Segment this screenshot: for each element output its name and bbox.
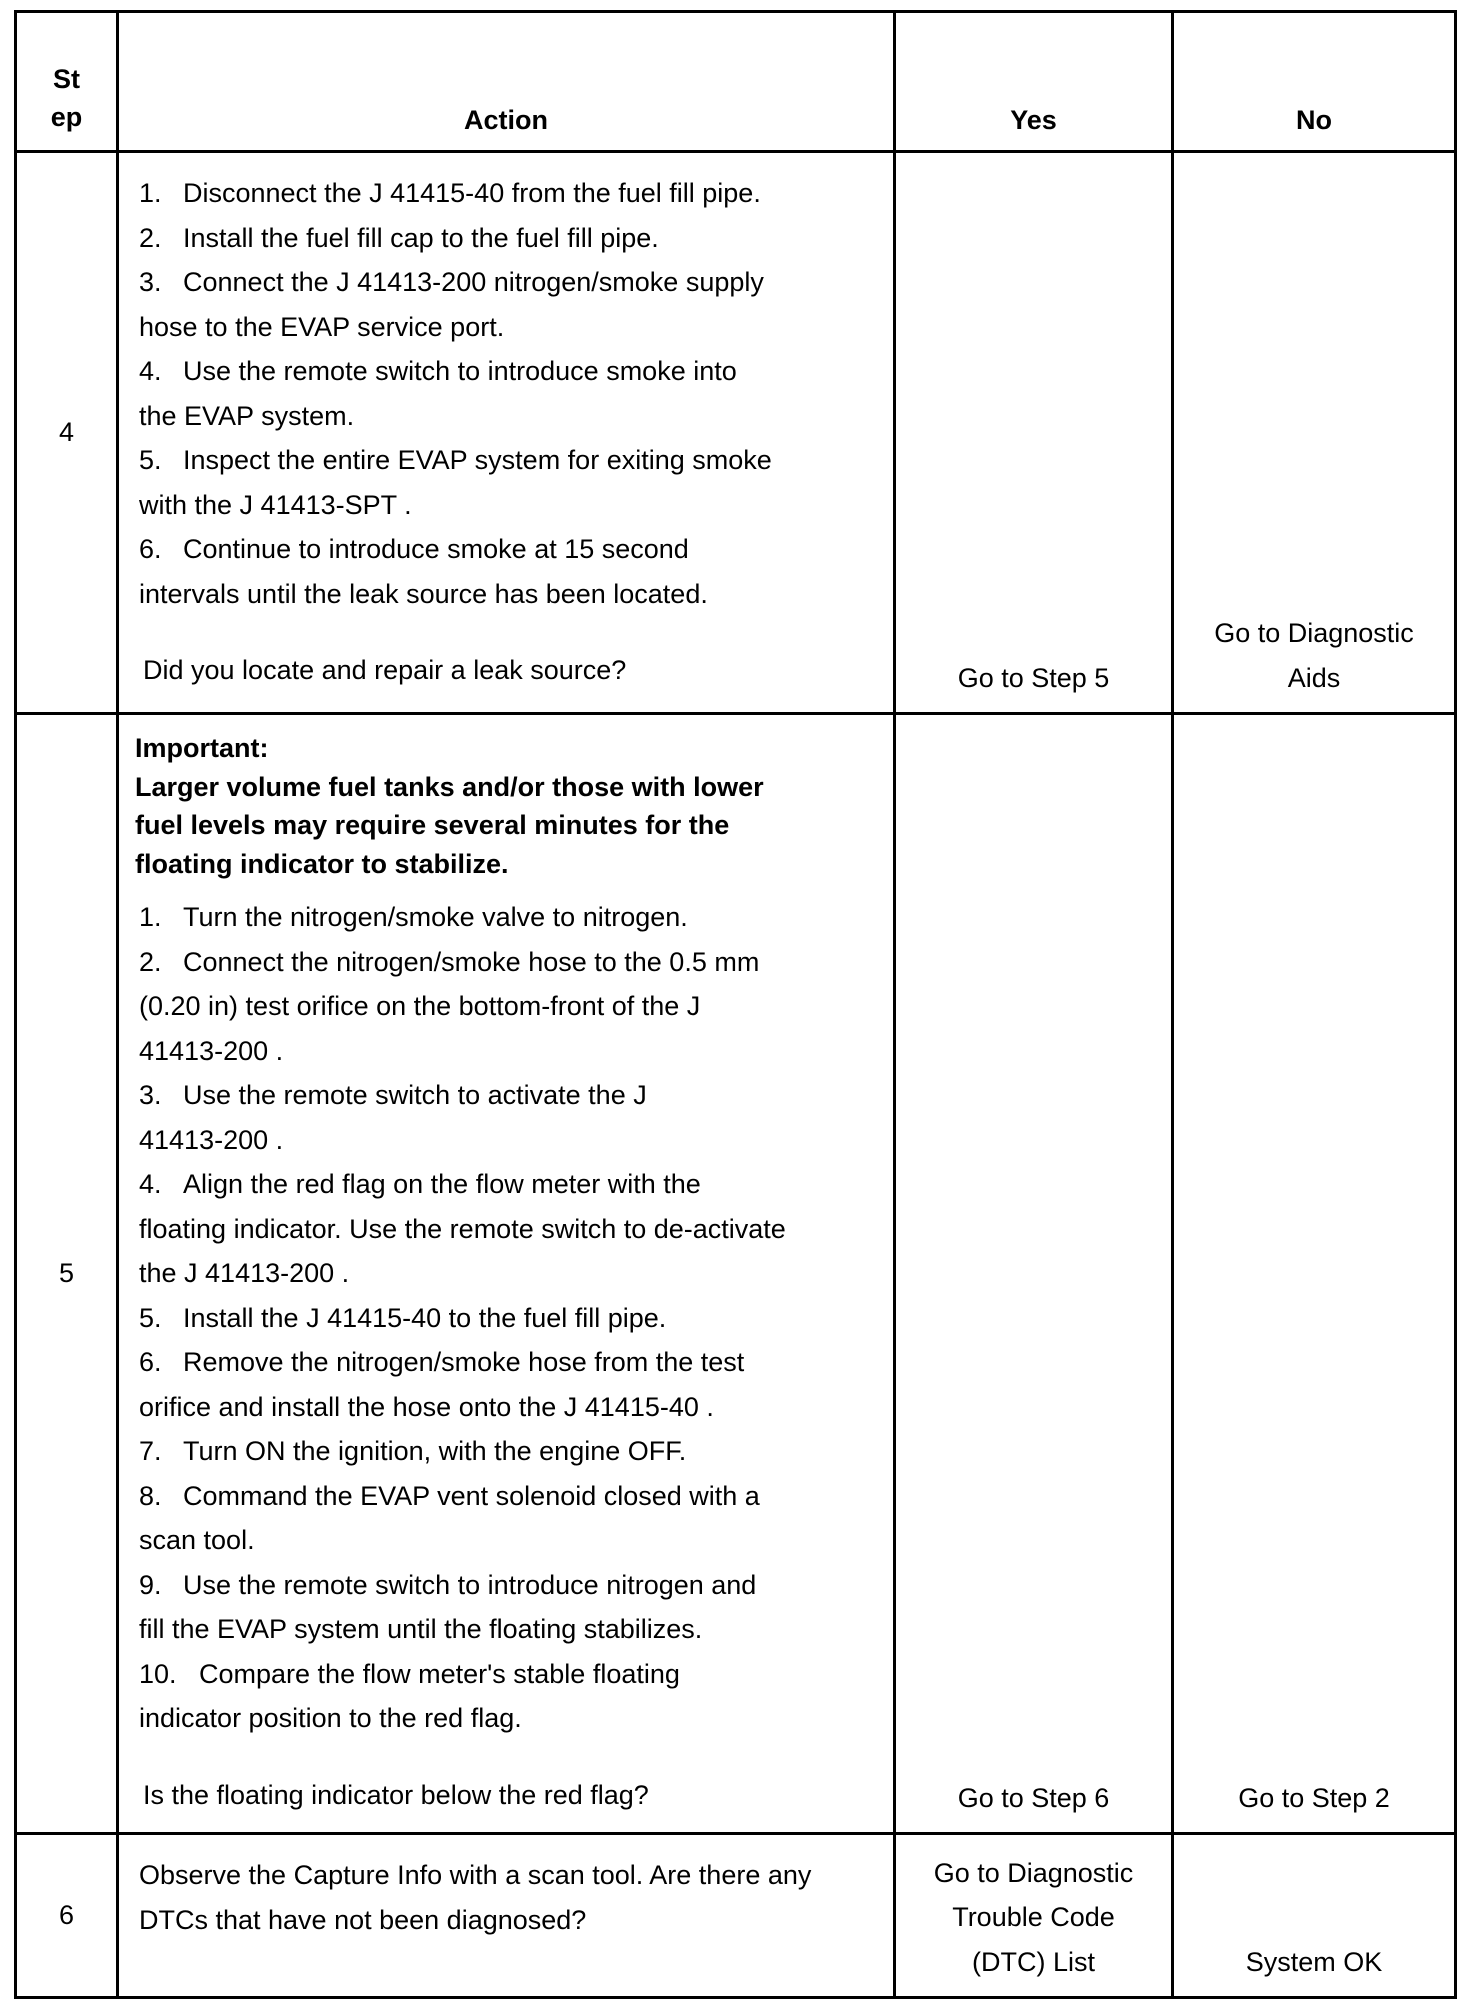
action-cell (118, 714, 895, 1834)
yes-result-line: Go to Step 6 (957, 1782, 1110, 1813)
diagnostic-table (14, 10, 1457, 1999)
important-line: fuel levels may require several minutes for the (135, 810, 730, 840)
action-line (135, 1518, 881, 1563)
action-text: Inspect the entire EVAP system for exiting smoke (183, 445, 772, 475)
action-text: Turn the nitrogen/smoke valve to nitrogen. (183, 902, 688, 932)
action-line (135, 1340, 881, 1385)
step-item-number: 6. (139, 534, 162, 564)
no-result (1173, 714, 1456, 1834)
step-number: 6 (16, 1834, 118, 1998)
step-item-number: 9. (139, 1569, 162, 1600)
action-line (135, 1607, 881, 1652)
action-text: Connect the J 41413-200 nitrogen/smoke supply (183, 267, 764, 297)
action-text: Turn ON the ignition, with the engine OFF. (183, 1436, 687, 1466)
action-line (135, 1029, 881, 1074)
step-item-number: 4. (139, 1169, 162, 1199)
action-line (135, 1162, 881, 1207)
action-line (135, 1429, 881, 1474)
step-item-number: 4. (139, 356, 162, 386)
yes-result-line: Go to Diagnostic (933, 1857, 1134, 1888)
no-result-line: Go to Diagnostic (1214, 618, 1414, 648)
action-line (135, 349, 881, 394)
action-text: intervals until the leak source has been located. (139, 578, 708, 609)
action-text: Install the J 41415-40 to the fuel fill pipe. (183, 1302, 667, 1333)
action-text: Use the remote switch to introduce smoke into (183, 356, 737, 386)
step-item-number: 10. (139, 1658, 177, 1689)
yes-result-line: (DTC) List (972, 1946, 1095, 1977)
action-cell (118, 1834, 895, 1998)
action-line (135, 1073, 881, 1118)
action-text: DTCs that have not been diagnosed? (139, 1904, 587, 1935)
action-line (135, 984, 881, 1029)
header-step-line2: ep (50, 102, 83, 132)
action-line (135, 572, 881, 617)
table-row (16, 714, 1456, 1834)
step-item-number: 2. (139, 222, 162, 253)
yes-result (895, 1834, 1173, 1998)
step-number: 5 (16, 714, 118, 1834)
yes-result-line: Trouble Code (952, 1902, 1115, 1932)
action-text: hose to the EVAP service port. (139, 311, 505, 342)
no-result-line: Aids (1287, 662, 1341, 693)
action-text: with the J 41413-SPT . (139, 489, 412, 520)
no-result-line: Go to Step 2 (1238, 1782, 1390, 1813)
header-no: No (1173, 12, 1456, 152)
no-result (1173, 1834, 1456, 1998)
step-item-number: 3. (139, 1080, 162, 1110)
header-yes: Yes (895, 12, 1173, 152)
action-text: Compare the flow meter's stable floating (199, 1658, 680, 1689)
action-line (135, 483, 881, 528)
action-line (135, 1696, 881, 1741)
action-text: Disconnect the J 41415-40 from the fuel fill pipe. (183, 178, 761, 208)
action-line (135, 1118, 881, 1163)
action-text: floating indicator. Use the remote switch to de-activate (139, 1213, 786, 1244)
action-line (135, 1652, 881, 1697)
action-line (135, 1563, 881, 1608)
action-text: the EVAP system. (139, 400, 355, 431)
action-line (135, 1474, 881, 1519)
header-step-line1: St (53, 64, 80, 94)
important-note (135, 729, 881, 883)
important-line: Larger volume fuel tanks and/or those with lower (135, 771, 764, 802)
action-text: fill the EVAP system until the floating stabilizes. (139, 1614, 703, 1644)
yes-result-line: Go to Step 5 (957, 662, 1110, 693)
question-text: Is the floating indicator below the red flag? (143, 1779, 649, 1810)
step-item-number: 5. (139, 445, 162, 475)
action-text: the J 41413-200 . (139, 1258, 350, 1288)
action-text: 41413-200 . (139, 1035, 284, 1066)
action-line (135, 1207, 881, 1252)
step-item-number: 8. (139, 1480, 162, 1511)
action-line (135, 527, 881, 572)
no-result-line: System OK (1245, 1946, 1383, 1977)
yes-result (895, 714, 1173, 1834)
no-result (1173, 152, 1456, 714)
step-item-number: 7. (139, 1436, 162, 1466)
action-line (135, 1853, 881, 1898)
step-item-number: 1. (139, 902, 162, 932)
action-line (135, 216, 881, 261)
action-line (135, 1296, 881, 1341)
step-item-number: 3. (139, 267, 162, 297)
action-line (135, 895, 881, 940)
action-line (135, 940, 881, 985)
header-action: Action (118, 12, 895, 152)
action-text: Use the remote switch to introduce nitrogen and (183, 1569, 757, 1600)
action-text: orifice and install the hose onto the J 41415-40 . (139, 1391, 714, 1422)
step-item-number: 5. (139, 1302, 162, 1333)
important-line: Important: (135, 733, 269, 763)
action-text: indicator position to the red flag. (139, 1703, 522, 1733)
action-line (135, 394, 881, 439)
action-text: Observe the Capture Info with a scan tool. Are there any (139, 1860, 812, 1890)
step-item-number: 1. (139, 178, 162, 208)
action-text: Install the fuel fill cap to the fuel fill pipe. (183, 222, 659, 253)
action-text: Connect the nitrogen/smoke hose to the 0.5 mm (183, 946, 760, 977)
action-text: Continue to introduce smoke at 15 second (183, 534, 689, 564)
action-line (135, 1898, 881, 1943)
action-cell (118, 152, 895, 714)
action-text: Use the remote switch to activate the J (183, 1080, 647, 1110)
table-row (16, 1834, 1456, 1998)
step-number: 4 (16, 152, 118, 714)
action-line (135, 1251, 881, 1296)
header-row (16, 12, 1456, 152)
action-line (135, 171, 881, 216)
action-text: scan tool. (139, 1525, 255, 1555)
action-text: Align the red flag on the flow meter with the (183, 1169, 701, 1199)
action-text: (0.20 in) test orifice on the bottom-front of the J (139, 991, 701, 1021)
action-text: 41413-200 . (139, 1124, 284, 1155)
step-item-number: 2. (139, 946, 162, 977)
action-line (135, 438, 881, 483)
header-step (16, 12, 118, 152)
action-line (135, 260, 881, 305)
step-item-number: 6. (139, 1347, 162, 1377)
action-line (135, 305, 881, 350)
action-line (135, 1385, 881, 1430)
important-line: floating indicator to stabilize. (135, 848, 509, 879)
yes-result (895, 152, 1173, 714)
question-text: Did you locate and repair a leak source? (143, 655, 627, 685)
action-text: Command the EVAP vent solenoid closed with a (183, 1480, 760, 1511)
table-row (16, 152, 1456, 714)
action-text: Remove the nitrogen/smoke hose from the test (183, 1347, 745, 1377)
